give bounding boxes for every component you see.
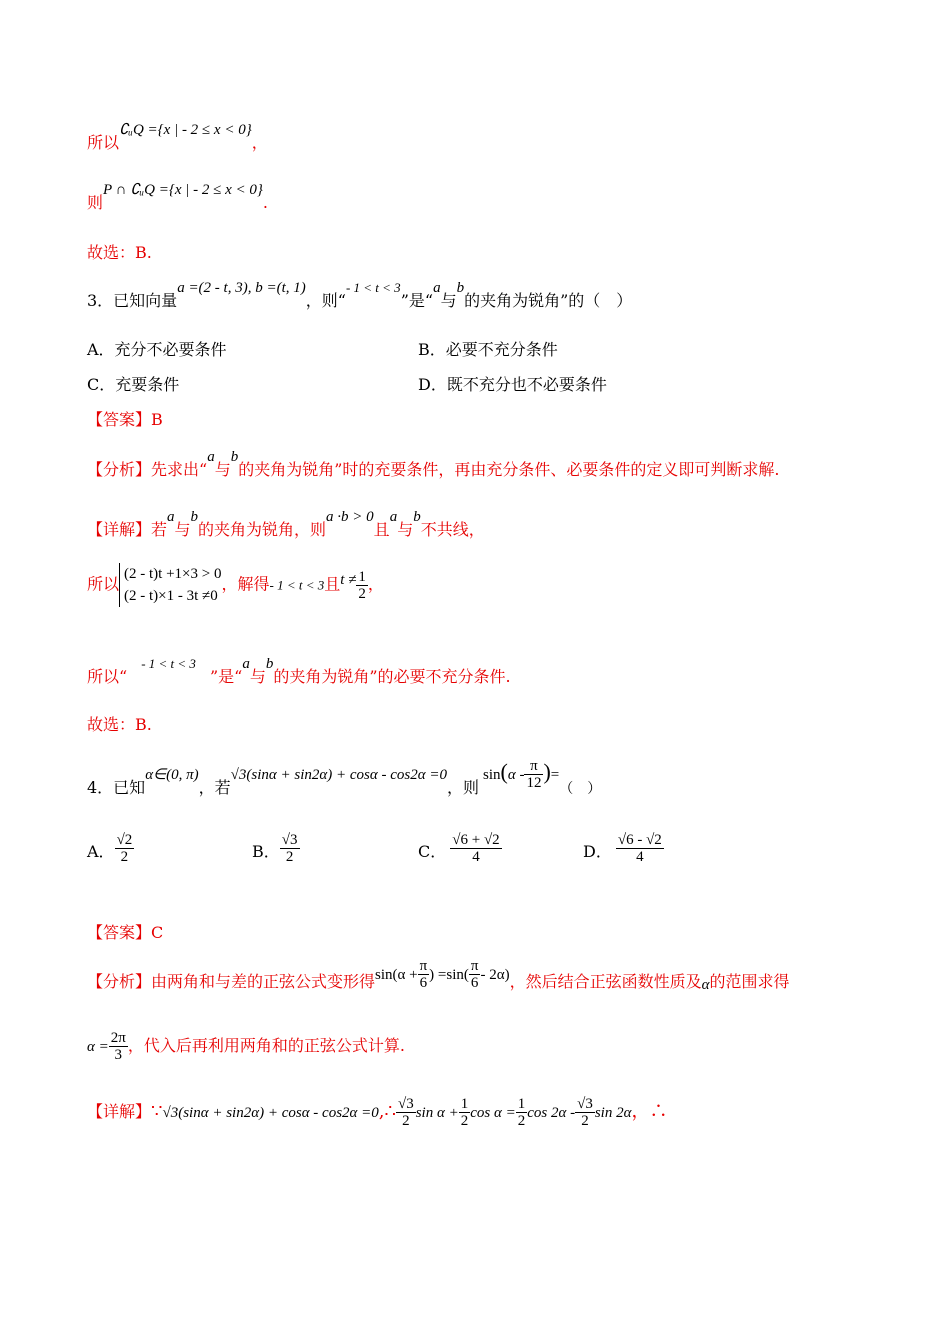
- q3-detail-mid: 的夹角为锐角，则: [198, 520, 327, 539]
- q4-line2-alpha: α =: [87, 1039, 109, 1055]
- q4-domain: α∈(0, π): [145, 767, 199, 783]
- q4-option-b-den: 2: [285, 849, 294, 865]
- q4-detail-d1: 2: [402, 1113, 410, 1129]
- q4-analysis-tail2: 的范围求得: [709, 972, 790, 991]
- q4-analysis-frac2: [469, 958, 481, 991]
- q4-target-a: α -: [507, 767, 525, 783]
- q3-analysis: [87, 449, 780, 480]
- q3-sys-line1: (2 - t)t +1×3 > 0: [124, 566, 222, 582]
- q4-option-b-letter: B．: [252, 842, 280, 861]
- q3-detail-tail: 不共线，: [420, 520, 485, 539]
- q3-sys-line2: (2 - t)×1 - 3t ≠0: [124, 588, 218, 604]
- q3-detail-qie: 且: [373, 520, 390, 539]
- q4-line2-tail: ，代入后再利用两角和的正弦公式计算.: [127, 1036, 405, 1055]
- q3-detail-a: a: [167, 509, 175, 525]
- q3-concl-mid: ”是“: [209, 667, 243, 686]
- q4-option-b[interactable]: [252, 832, 300, 865]
- q4-analysis-six2: 6: [470, 975, 479, 991]
- q3-detail-b: b: [190, 509, 199, 525]
- q4-detail-frac2: [459, 1096, 471, 1129]
- q3-condition: - 1 < t < 3: [345, 280, 401, 295]
- q4-line2-num: 2π: [110, 1030, 126, 1046]
- q4-number: 4．已知: [87, 778, 146, 797]
- q3-vectors: a =(2 - t, 3), b =(t, 1): [177, 280, 306, 296]
- q4-analysis-pi2: π: [470, 958, 479, 974]
- q3-detail-dot: a ·b > 0: [326, 509, 374, 525]
- q3-final: 故选：B.: [87, 715, 152, 734]
- q4-line2-den: 3: [114, 1047, 123, 1063]
- q3-conclusion: [87, 656, 511, 687]
- q4-target-pre: sin: [483, 767, 501, 783]
- q3-sys-fraction: [356, 569, 368, 602]
- q4-analysis: [87, 958, 789, 991]
- q4-detail-eq: √3(sinα + sin2α) + cosα - cos2α =0: [162, 1105, 379, 1121]
- q3-sys-range: - 1 < t < 3: [269, 577, 325, 593]
- q4-detail-frac4: [575, 1096, 595, 1129]
- q4-option-c-den: 4: [472, 849, 480, 865]
- q3-sys-num: 1: [358, 568, 366, 585]
- q4-option-c[interactable]: [418, 832, 502, 865]
- question-3-stem: [87, 280, 633, 311]
- q4-detail: [87, 1096, 667, 1129]
- q3-concl-prefix: 所以“: [87, 667, 128, 686]
- q4-option-c-fraction: [450, 832, 501, 865]
- text-comma: ，: [251, 133, 268, 152]
- q3-sys-prefix: 所以: [87, 574, 120, 594]
- q4-target-den: 12: [526, 775, 542, 791]
- q3-detail-a2: a: [389, 509, 398, 525]
- q4-detail-t3: cos 2α -: [527, 1105, 576, 1121]
- q3-concl-and: 与: [249, 667, 266, 686]
- q3-vec-a: a: [433, 280, 441, 296]
- q3-detail-and2: 与: [397, 520, 414, 539]
- q4-detail-t2: cos α =: [470, 1105, 516, 1121]
- solution-line-1: [87, 122, 268, 153]
- q4-option-d-fraction: [616, 832, 664, 865]
- formula-complement-q: ∁ᵤQ ={x | - 2 ≤ x < 0}: [119, 122, 252, 138]
- q3-concl-a: a: [242, 656, 250, 672]
- q4-detail-d2: 2: [460, 1113, 469, 1129]
- q4-analysis-frac1: [418, 958, 430, 991]
- formula-intersection: P ∩ ∁ᵤQ ={x | - 2 ≤ x < 0}: [103, 182, 263, 198]
- text-period: .: [262, 193, 269, 212]
- q4-option-c-num: √6 + √2: [452, 832, 500, 848]
- q3-detail-b2: b: [413, 509, 421, 525]
- q4-option-c-letter: C．: [418, 842, 447, 861]
- q3-option-d[interactable]: D．既不充分也不必要条件: [418, 375, 607, 394]
- q4-line2-fraction: [109, 1030, 128, 1063]
- q4-target-eq: =: [550, 767, 560, 783]
- text-suoyi: 所以: [87, 133, 120, 152]
- q3-concl-b: b: [265, 656, 274, 672]
- q4-analysis-eq-end: - 2α): [480, 967, 510, 983]
- q4-detail-frac1: [396, 1096, 416, 1129]
- q3-answer: 【答案】B: [87, 410, 163, 429]
- q4-target-num: π: [524, 758, 543, 775]
- text-ze: 则: [87, 193, 104, 212]
- q4-equation: √3(sinα + sin2α) + cosα - cos2α =0: [230, 767, 447, 783]
- q4-analysis-alpha: α: [701, 977, 710, 993]
- q4-detail-head: 【详解】: [87, 1102, 152, 1121]
- q4-option-a-letter: A．: [87, 842, 115, 861]
- q4-option-d[interactable]: [583, 832, 664, 865]
- q4-analysis-eq-mid: ) =sin(: [429, 967, 469, 983]
- q3-option-a[interactable]: A．充分不必要条件: [87, 340, 227, 359]
- q3-mid1: ，则“: [305, 291, 346, 310]
- q3-sys-end: ，: [367, 574, 384, 594]
- q4-detail-n3: 1: [517, 1096, 526, 1112]
- q4-mid: ，若: [198, 778, 231, 797]
- q4-detail-n2: 1: [460, 1096, 469, 1112]
- q3-option-b[interactable]: B．必要不充分条件: [418, 340, 558, 359]
- q4-option-b-fraction: [280, 832, 300, 865]
- q3-analysis-b: b: [230, 449, 239, 465]
- q3-option-c[interactable]: C．充要条件: [87, 375, 180, 394]
- q4-analysis-pi: π: [419, 958, 428, 974]
- q3-sys-qie: 且: [324, 574, 341, 594]
- solution-line-2: [87, 182, 269, 213]
- q4-analysis-tail: ，然后结合正弦函数性质及: [509, 972, 702, 991]
- q4-paren: （ ）: [559, 781, 602, 797]
- q3-analysis-head: 【分析】先求出“: [87, 460, 208, 479]
- q4-detail-t1: sin α +: [415, 1105, 459, 1121]
- q3-concl-tail: 的夹角为锐角”的必要不充分条件.: [273, 667, 511, 686]
- q3-detail-and: 与: [174, 520, 191, 539]
- q3-system-brace: [119, 563, 221, 607]
- q3-detail: [87, 509, 485, 540]
- choose-b-line: 故选：B.: [87, 243, 152, 262]
- q4-target-fraction: [524, 758, 543, 791]
- q4-detail-because: ∵: [151, 1101, 163, 1122]
- q3-sys-mid: ，解得: [221, 574, 270, 594]
- q4-analysis-line2: [87, 1030, 405, 1063]
- q3-analysis-tail: 的夹角为锐角”时的充要条件，再由充分条件、必要条件的定义即可判断求解.: [238, 460, 780, 479]
- q4-analysis-head: 【分析】由两角和与差的正弦公式变形得: [87, 972, 376, 991]
- q4-detail-d4: 2: [581, 1113, 589, 1129]
- q4-option-a-den: 2: [120, 849, 129, 865]
- q3-concl-cond: - 1 < t < 3: [141, 656, 196, 671]
- q3-tail: 的夹角为锐角”的（ ）: [464, 291, 633, 310]
- q3-sys-t: t ≠: [340, 571, 357, 588]
- q4-detail-t4: sin 2α: [594, 1105, 632, 1121]
- q3-detail-head: 【详解】若: [87, 520, 168, 539]
- q4-detail-d3: 2: [517, 1113, 526, 1129]
- q4-option-d-num: √6 - √2: [617, 832, 662, 848]
- q4-then: ，则: [446, 778, 479, 797]
- q4-analysis-six: 6: [419, 975, 428, 991]
- q4-detail-n4: √3: [577, 1096, 593, 1112]
- q4-detail-therefore: ,∴: [378, 1101, 396, 1122]
- q4-analysis-eq-pre: sin(α +: [375, 967, 418, 983]
- question-4-stem: 4．已知α∈(0, π)，若√3(sinα + sin2α) + cosα - cos2α =0，则sin(α - $\frac{\pi}{12}$ )=（ ）: [87, 758, 602, 797]
- q3-analysis-a: a: [207, 449, 215, 465]
- q3-analysis-and: 与: [214, 460, 231, 479]
- q4-option-d-den: 4: [636, 849, 644, 865]
- q4-option-b-num: √3: [281, 832, 298, 848]
- q4-option-d-letter: D．: [583, 842, 612, 861]
- q4-detail-n1: √3: [397, 1096, 414, 1112]
- q3-and: 与: [440, 291, 457, 310]
- q4-answer: 【答案】C: [87, 923, 164, 942]
- q3-sys-den: 2: [358, 585, 366, 602]
- q4-option-a[interactable]: [87, 832, 134, 865]
- q4-option-a-fraction: [115, 832, 135, 865]
- q3-number: 3．已知向量: [87, 291, 178, 310]
- q4-detail-end: ，∴: [631, 1101, 668, 1122]
- q4-detail-frac3: [516, 1096, 528, 1129]
- q3-mid2: ”是“: [400, 291, 434, 310]
- q3-system: [87, 563, 384, 607]
- q3-vec-b: b: [456, 280, 465, 296]
- q4-option-a-num: √2: [116, 832, 133, 848]
